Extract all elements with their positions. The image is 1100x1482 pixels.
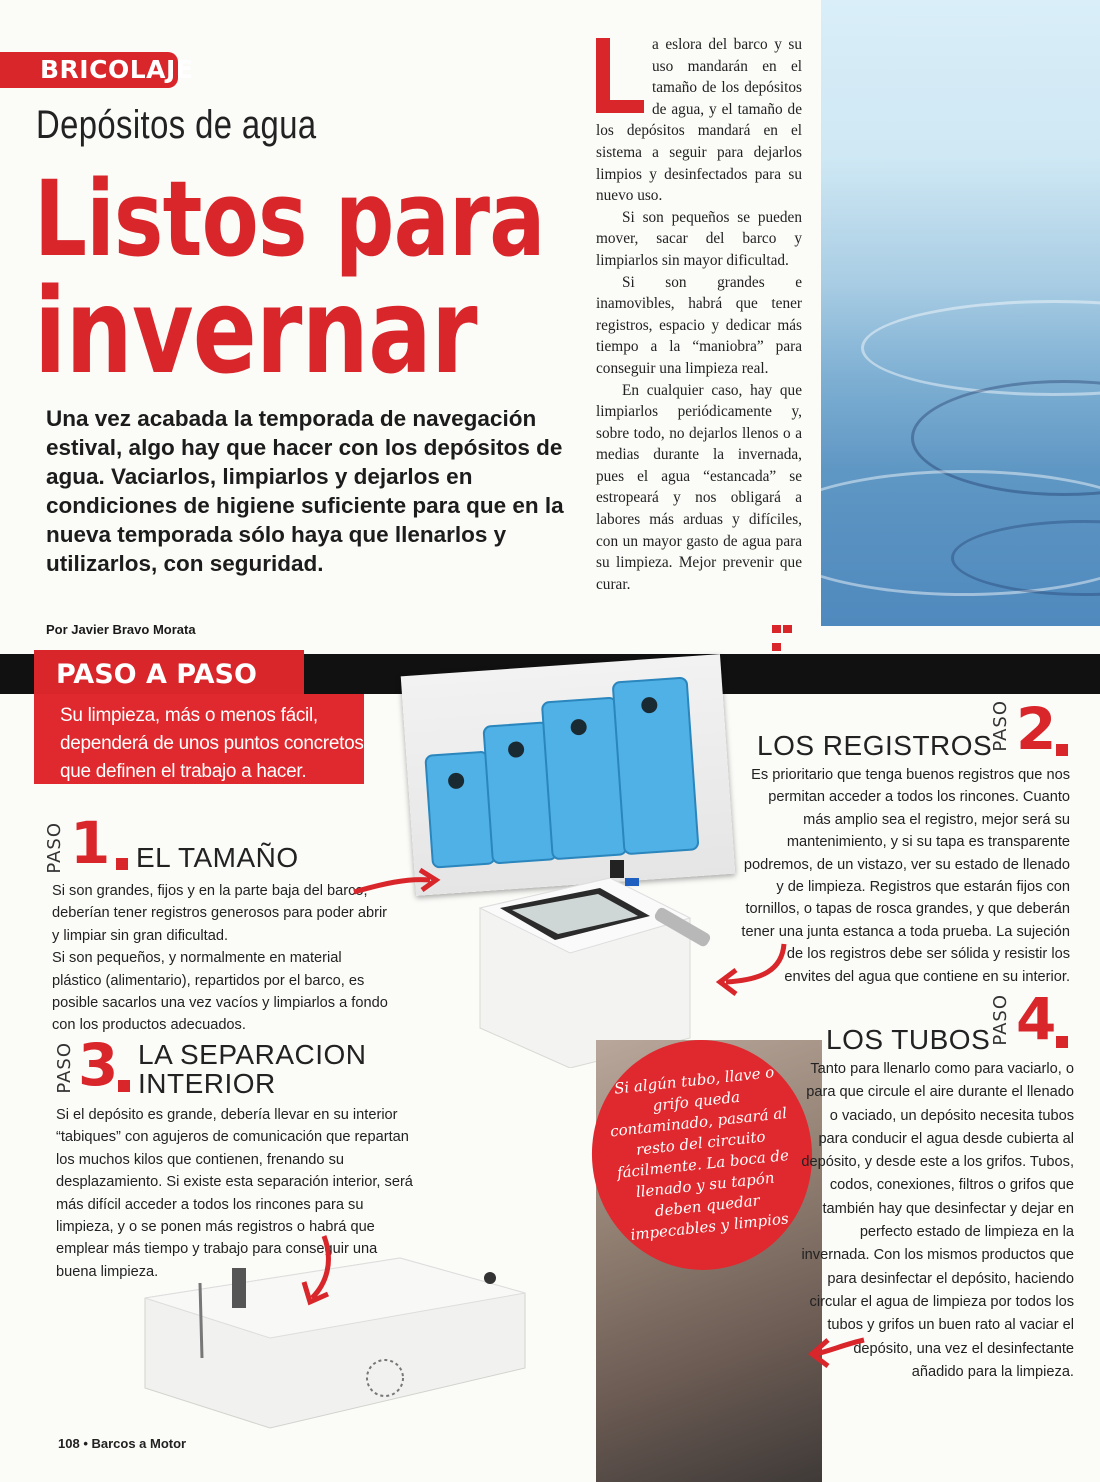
intro-paragraph: Si son grandes e inamovibles, habrá que tener registros, espacio y dedicar más tiempo a la “maniobra” para conseguir una limpieza real. xyxy=(596,273,802,377)
arrow-icon xyxy=(352,864,442,904)
lead-paragraph: Una vez acabada la temporada de navegación estival, algo hay que hacer con los depósitos de agua. Vaciarlos, limpiarlos y dejarlos en condiciones de higiene suficiente para que en la nueva temporada sólo haya que llenarlos y utilizarlos, con seguridad. xyxy=(46,406,564,576)
arrow-icon xyxy=(806,1330,866,1370)
step-3-number: 3 xyxy=(78,1031,119,1099)
intro-paragraph: En cualquier caso, hay que limpiarlos periódicamente y, sobre todo, no dejarlos llenos o a medias durante la invernada, pues el agua “estancada” se estropeará y nos obligará a labores más arduas y difíciles, con un mayor gasto de agua para su limpieza. Mejor prevenir que curar. xyxy=(596,381,802,593)
step-1-title: EL TAMAÑO xyxy=(136,842,299,873)
paso-vertical-label: PASO xyxy=(990,994,1011,1046)
step-2-title: LOS REGISTROS xyxy=(757,730,993,761)
white-tank-photo xyxy=(460,858,730,1068)
magazine-name: Barcos a Motor xyxy=(91,1436,187,1451)
step-4-paragraph: Tanto para llenarlo como para vaciarlo, o para que circule el aire durante el llenado o vaciado, un depósito necesita tubos para conducir el agua desde cubierta al depósito, y desde este a los grifos. Tubos, codos, conexiones, filtros o grifos que también hay que desinfectar y dejar en perfecto estado de limpieza en la invernada. Con los mismos productos que para desinfectar el depósito, haciendo circular el agua de limpieza por todos los tubos y grifos un buen rato al vaciar el depósito, una vez el desinfectante añadido para la limpieza. xyxy=(801,1061,1074,1380)
step-dot-icon xyxy=(1056,744,1068,756)
dropcap xyxy=(596,38,644,113)
article-subtitle: Depósitos de agua xyxy=(36,103,317,147)
page-number: 108 xyxy=(58,1436,80,1451)
paso-vertical-label: PASO xyxy=(44,822,65,874)
step-1-paragraph: Si son pequeños, y normalmente en material plástico (alimentario), repartidos por el barco, es posible sacarlos una vez vacíos y limpiarlos a fondo con los productos adecuados. xyxy=(52,950,388,1034)
step-1-number: 1 xyxy=(70,809,111,877)
intro-paragraph: Si son pequeños se pueden mover, sacar del barco y limpiarlos sin mayor dificultad. xyxy=(596,208,802,269)
step-3-title-line: LA SEPARACION xyxy=(138,1039,367,1070)
intro-paragraph: a eslora del barco y su uso mandarán en el tamaño de los depósitos de agua, y el tamaño de los depósitos mandará en el sistema a seguir para dejarlos limpios y desinfectados para su nuevo uso. xyxy=(596,36,802,205)
tip-bubble: Si algún tubo, llave o grifo queda contaminado, pasará al resto del circuito fácilmente. La boca de llenado y su tapón deben quedar impecables y limpios xyxy=(581,1029,824,1281)
step-3-title-line: INTERIOR xyxy=(138,1068,276,1099)
headline-line-1: Listos para xyxy=(34,158,545,280)
step-4-title: LOS TUBOS xyxy=(826,1024,991,1055)
step-3-paragraph: Si el depósito es grande, debería llevar en su interior “tabiques” con agujeros de comunicación que repartan los muchos kilos que contienen, frenando su desplazamiento. Si existe esta separación interior, será más difícil acceder a todos los rincones para su limpieza, y o se ponen más registros o habrá que emplear más tiempo y trabajo para conseguir una buena limpieza. xyxy=(56,1107,413,1280)
step-3-title xyxy=(138,1040,367,1098)
step-4-number: 4 xyxy=(1016,985,1057,1053)
end-mark-icon xyxy=(772,620,804,628)
paso-a-paso-label: PASO A PASO xyxy=(34,650,304,694)
byline: Por Javier Bravo Morata xyxy=(46,622,196,637)
step-2-number: 2 xyxy=(1016,695,1057,763)
step-2-paragraph: Es prioritario que tenga buenos registros que nos permitan acceder a todos los rincones. Cuanto más amplio sea el registro, mejor será su mantenimiento, y si su tapa es transparente podremos, de un vistazo, ver su estado de llenado y de limpieza. Registros que estarán fijos con tornillos, o tapas de rosca grandes, y que deberán tener una junta estanca a toda prueba. La sujeción de los registros debe ser sólida y resistir los envites del agua que contiene en su interior. xyxy=(741,767,1070,985)
intro-column xyxy=(596,34,802,595)
step-dot-icon xyxy=(1056,1036,1068,1048)
section-tag: BRICOLAJE xyxy=(0,52,178,88)
arrow-icon xyxy=(712,940,792,1000)
step-1-paragraph: Si son grandes, fijos y en la parte baja del barco, deberían tener registros generosos para poder abrir y limpiar sin gran dificultad. xyxy=(52,883,388,944)
paso-vertical-label: PASO xyxy=(54,1042,75,1094)
water-photo xyxy=(821,0,1100,626)
arrow-icon xyxy=(294,1232,344,1312)
step-3-body xyxy=(56,1104,420,1283)
step-1-body xyxy=(52,880,392,1037)
page-footer: 108 • Barcos a Motor xyxy=(58,1436,187,1451)
paso-intro-box: Su limpieza, más o menos fácil, dependerá de unos puntos concretos que definen el trabajo a hacer. xyxy=(34,694,364,784)
headline-line-2: invernar xyxy=(34,262,477,400)
step-dot-icon xyxy=(116,858,128,870)
paso-vertical-label: PASO xyxy=(990,700,1011,752)
step-dot-icon xyxy=(118,1080,130,1092)
